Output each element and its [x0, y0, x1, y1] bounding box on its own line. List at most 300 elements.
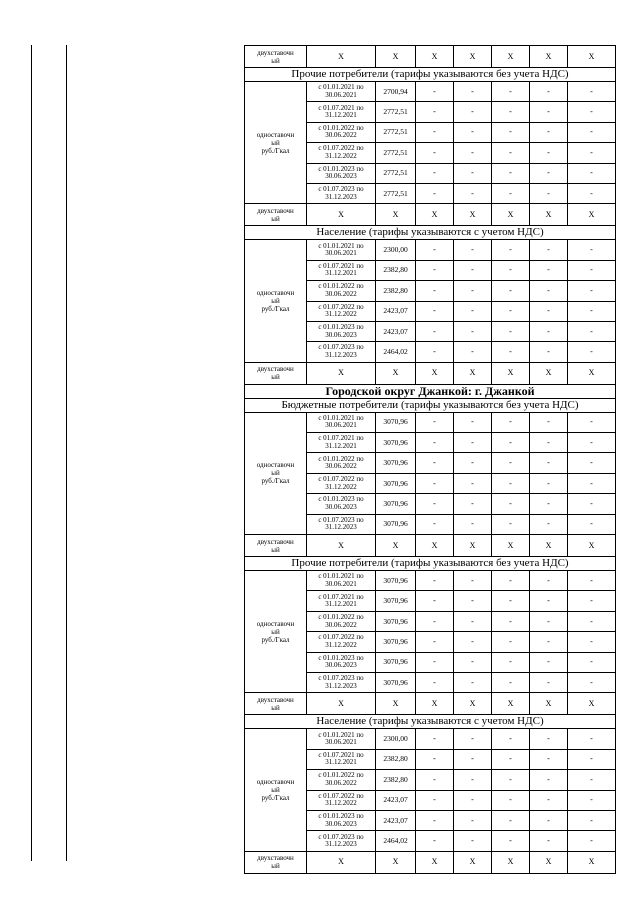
x-cell: Х	[376, 46, 416, 68]
empty-dash: -	[530, 591, 568, 611]
x-cell: Х	[307, 46, 376, 68]
text-line: 31.12.2021	[325, 441, 357, 450]
empty-dash: -	[454, 321, 492, 341]
period-cell	[307, 810, 376, 830]
empty-dash: -	[416, 611, 454, 631]
text-line: двухставочн	[257, 365, 294, 374]
tariff-value: 2382,80	[376, 281, 416, 301]
empty-dash: -	[454, 240, 492, 260]
empty-dash: -	[416, 281, 454, 301]
x-cell: Х	[492, 535, 530, 557]
text-line: с 01.01.2021 по	[318, 572, 364, 581]
empty-dash: -	[492, 433, 530, 453]
x-cell: Х	[530, 535, 568, 557]
tariff-value: 2300,00	[376, 729, 416, 749]
tariff-table	[244, 45, 616, 874]
empty-dash: -	[454, 143, 492, 163]
empty-dash: -	[416, 729, 454, 749]
tariff-value: 3070,96	[376, 514, 416, 534]
two-part-row	[245, 851, 616, 873]
period-cell	[307, 514, 376, 534]
empty-dash: -	[416, 82, 454, 102]
period-cell	[307, 473, 376, 493]
empty-dash: -	[492, 453, 530, 473]
empty-dash: -	[568, 729, 616, 749]
x-cell: Х	[416, 693, 454, 715]
x-cell: Х	[454, 851, 492, 873]
period-cell	[307, 571, 376, 591]
period-cell	[307, 301, 376, 321]
text-line: ый	[271, 138, 280, 147]
text-line: 31.12.2023	[325, 681, 357, 690]
empty-dash: -	[416, 433, 454, 453]
empty-dash: -	[530, 82, 568, 102]
tariff-value: 2464,02	[376, 342, 416, 362]
empty-dash: -	[530, 281, 568, 301]
empty-dash: -	[530, 321, 568, 341]
text-line: с 01.07.2022 по	[318, 791, 364, 800]
period-cell	[307, 729, 376, 749]
empty-dash: -	[492, 122, 530, 142]
empty-dash: -	[416, 183, 454, 203]
empty-dash: -	[530, 810, 568, 830]
tariff-value: 3070,96	[376, 412, 416, 432]
text-line: 30.06.2023	[325, 661, 357, 670]
empty-dash: -	[416, 102, 454, 122]
text-line: 31.12.2022	[325, 482, 357, 491]
empty-dash: -	[416, 790, 454, 810]
empty-dash: -	[416, 831, 454, 851]
x-cell: Х	[454, 362, 492, 384]
empty-dash: -	[454, 831, 492, 851]
x-cell: Х	[492, 693, 530, 715]
empty-dash: -	[454, 494, 492, 514]
period-cell	[307, 82, 376, 102]
empty-dash: -	[530, 102, 568, 122]
empty-dash: -	[454, 514, 492, 534]
empty-dash: -	[492, 163, 530, 183]
municipality-title: Городской округ Джанкой: г. Джанкой	[245, 384, 616, 398]
x-cell: Х	[530, 46, 568, 68]
text-line: с 01.07.2022 по	[318, 144, 364, 153]
empty-dash: -	[568, 321, 616, 341]
empty-dash: -	[416, 632, 454, 652]
x-cell: Х	[454, 693, 492, 715]
empty-dash: -	[416, 591, 454, 611]
empty-dash: -	[454, 260, 492, 280]
empty-dash: -	[568, 571, 616, 591]
period-cell	[307, 749, 376, 769]
text-line: 30.06.2023	[325, 172, 357, 181]
empty-dash: -	[530, 143, 568, 163]
empty-dash: -	[568, 494, 616, 514]
x-cell: Х	[376, 693, 416, 715]
empty-dash: -	[454, 810, 492, 830]
rate-type-two-part	[245, 851, 307, 873]
empty-dash: -	[568, 749, 616, 769]
empty-dash: -	[416, 514, 454, 534]
two-part-row	[245, 535, 616, 557]
tariff-value: 2772,51	[376, 102, 416, 122]
section-header-row	[245, 715, 616, 729]
section-header-row	[245, 398, 616, 412]
period-cell	[307, 591, 376, 611]
consumer-group-title: Население (тарифы указываются с учетом НДС)	[245, 715, 616, 729]
empty-dash: -	[492, 82, 530, 102]
tariff-value: 3070,96	[376, 494, 416, 514]
empty-dash: -	[492, 729, 530, 749]
tariff-value: 3070,96	[376, 672, 416, 692]
empty-dash: -	[416, 412, 454, 432]
x-cell: Х	[307, 693, 376, 715]
tariff-value: 2300,00	[376, 240, 416, 260]
empty-dash: -	[454, 342, 492, 362]
x-cell: Х	[530, 693, 568, 715]
text-line: одноставочн	[256, 461, 295, 470]
text-line: с 01.07.2021 по	[318, 750, 364, 759]
empty-dash: -	[530, 729, 568, 749]
text-line: 31.12.2023	[325, 192, 357, 201]
tariff-value: 3070,96	[376, 571, 416, 591]
text-line: с 01.01.2023 по	[318, 653, 364, 662]
x-cell: Х	[307, 851, 376, 873]
tariff-value: 2423,07	[376, 810, 416, 830]
period-cell	[307, 790, 376, 810]
empty-dash: -	[492, 790, 530, 810]
text-line: с 01.01.2023 по	[318, 812, 364, 821]
x-cell: Х	[307, 362, 376, 384]
empty-dash: -	[454, 652, 492, 672]
empty-dash: -	[454, 102, 492, 122]
x-cell: Х	[416, 362, 454, 384]
period-cell	[307, 240, 376, 260]
empty-dash: -	[492, 514, 530, 534]
text-line: 31.12.2021	[325, 111, 357, 120]
empty-dash: -	[492, 473, 530, 493]
empty-dash: -	[454, 729, 492, 749]
left-margin-line-2	[66, 45, 67, 861]
period-cell	[307, 494, 376, 514]
text-line: 30.06.2022	[325, 131, 357, 140]
text-line: 30.06.2023	[325, 502, 357, 511]
empty-dash: -	[454, 412, 492, 432]
rate-type-one-part	[245, 82, 307, 204]
empty-dash: -	[568, 301, 616, 321]
tariff-value: 2382,80	[376, 770, 416, 790]
empty-dash: -	[492, 749, 530, 769]
text-line: одноставочн	[256, 778, 295, 787]
text-line: с 01.07.2023 по	[318, 343, 364, 352]
section-header-row	[245, 226, 616, 240]
empty-dash: -	[492, 281, 530, 301]
x-cell: Х	[568, 46, 616, 68]
x-cell: Х	[492, 851, 530, 873]
text-line: 31.12.2022	[325, 799, 357, 808]
empty-dash: -	[416, 163, 454, 183]
empty-dash: -	[568, 240, 616, 260]
x-cell: Х	[568, 362, 616, 384]
text-line: 31.12.2021	[325, 600, 357, 609]
period-cell	[307, 831, 376, 851]
empty-dash: -	[492, 770, 530, 790]
x-cell: Х	[376, 851, 416, 873]
empty-dash: -	[416, 473, 454, 493]
empty-dash: -	[568, 632, 616, 652]
x-cell: Х	[492, 46, 530, 68]
x-cell: Х	[568, 693, 616, 715]
empty-dash: -	[530, 453, 568, 473]
rate-type-two-part	[245, 693, 307, 715]
tariff-row	[245, 729, 616, 749]
period-cell	[307, 183, 376, 203]
text-line: с 01.01.2022 по	[318, 123, 364, 132]
text-line: 31.12.2023	[325, 350, 357, 359]
empty-dash: -	[492, 260, 530, 280]
text-line: ый	[271, 56, 280, 65]
tariff-row	[245, 82, 616, 102]
text-line: 30.06.2022	[325, 289, 357, 298]
tariff-row	[245, 571, 616, 591]
text-line: двухставочн	[257, 695, 294, 704]
text-line: 30.06.2021	[325, 90, 357, 99]
period-cell	[307, 163, 376, 183]
consumer-group-title: Прочие потребители (тарифы указываются без учета НДС)	[245, 68, 616, 82]
two-part-row	[245, 46, 616, 68]
empty-dash: -	[416, 342, 454, 362]
empty-dash: -	[530, 122, 568, 142]
empty-dash: -	[530, 494, 568, 514]
text-line: руб./Гкал	[261, 477, 290, 486]
empty-dash: -	[454, 632, 492, 652]
text-line: ый	[271, 627, 280, 636]
text-line: с 01.01.2021 по	[318, 83, 364, 92]
tariff-value: 2423,07	[376, 790, 416, 810]
empty-dash: -	[492, 183, 530, 203]
text-line: с 01.01.2021 по	[318, 413, 364, 422]
empty-dash: -	[416, 494, 454, 514]
text-line: с 01.01.2021 по	[318, 730, 364, 739]
empty-dash: -	[454, 611, 492, 631]
text-line: руб./Гкал	[261, 635, 290, 644]
empty-dash: -	[568, 281, 616, 301]
empty-dash: -	[492, 810, 530, 830]
text-line: одноставочн	[256, 619, 295, 628]
text-line: ый	[271, 214, 280, 223]
text-line: ый	[271, 786, 280, 795]
empty-dash: -	[568, 412, 616, 432]
empty-dash: -	[530, 183, 568, 203]
empty-dash: -	[492, 240, 530, 260]
text-line: ый	[271, 545, 280, 554]
period-cell	[307, 321, 376, 341]
text-line: с 01.07.2021 по	[318, 592, 364, 601]
tariff-value: 2382,80	[376, 749, 416, 769]
text-line: с 01.07.2022 по	[318, 302, 364, 311]
empty-dash: -	[530, 831, 568, 851]
empty-dash: -	[568, 453, 616, 473]
text-line: ый	[271, 469, 280, 478]
empty-dash: -	[568, 260, 616, 280]
empty-dash: -	[530, 433, 568, 453]
period-cell	[307, 672, 376, 692]
text-line: 30.06.2023	[325, 330, 357, 339]
empty-dash: -	[492, 632, 530, 652]
rate-type-two-part	[245, 535, 307, 557]
text-line: с 01.01.2022 по	[318, 454, 364, 463]
empty-dash: -	[416, 321, 454, 341]
empty-dash: -	[492, 494, 530, 514]
tariff-value: 2772,51	[376, 122, 416, 142]
empty-dash: -	[454, 82, 492, 102]
empty-dash: -	[416, 122, 454, 142]
empty-dash: -	[568, 122, 616, 142]
tariff-value: 2423,07	[376, 321, 416, 341]
x-cell: Х	[376, 204, 416, 226]
x-cell: X	[492, 362, 530, 384]
empty-dash: -	[416, 571, 454, 591]
x-cell: Х	[454, 204, 492, 226]
empty-dash: -	[454, 453, 492, 473]
empty-dash: -	[416, 770, 454, 790]
x-cell: Х	[530, 362, 568, 384]
text-line: двухставочн	[257, 854, 294, 863]
tariff-value: 2382,80	[376, 260, 416, 280]
text-line: с 01.01.2022 по	[318, 282, 364, 291]
consumer-group-title: Население (тарифы указываются с учетом НДС)	[245, 226, 616, 240]
tariff-value: 3070,96	[376, 652, 416, 672]
empty-dash: -	[568, 652, 616, 672]
empty-dash: -	[416, 240, 454, 260]
empty-dash: -	[416, 652, 454, 672]
tariff-value: 3070,96	[376, 473, 416, 493]
empty-dash: -	[568, 611, 616, 631]
empty-dash: -	[454, 281, 492, 301]
empty-dash: -	[454, 672, 492, 692]
empty-dash: -	[454, 749, 492, 769]
consumer-group-title: Бюджетные потребители (тарифы указываются без учета НДС)	[245, 398, 616, 412]
tariff-value: 2772,51	[376, 163, 416, 183]
empty-dash: -	[454, 591, 492, 611]
text-line: ый	[271, 703, 280, 712]
empty-dash: -	[530, 342, 568, 362]
empty-dash: -	[530, 571, 568, 591]
text-line: 30.06.2023	[325, 819, 357, 828]
two-part-row	[245, 204, 616, 226]
empty-dash: -	[416, 143, 454, 163]
empty-dash: -	[568, 82, 616, 102]
empty-dash: -	[568, 342, 616, 362]
text-line: 30.06.2021	[325, 249, 357, 258]
empty-dash: -	[530, 163, 568, 183]
consumer-group-title: Прочие потребители (тарифы указываются без учета НДС)	[245, 557, 616, 571]
tariff-value: 3070,96	[376, 591, 416, 611]
two-part-row	[245, 693, 616, 715]
tariff-value: 2700,94	[376, 82, 416, 102]
text-line: с 01.01.2021 по	[318, 241, 364, 250]
rate-type-two-part	[245, 46, 307, 68]
empty-dash: -	[568, 672, 616, 692]
empty-dash: -	[568, 143, 616, 163]
text-line: 31.12.2021	[325, 269, 357, 278]
text-line: 30.06.2021	[325, 421, 357, 430]
empty-dash: -	[454, 433, 492, 453]
empty-dash: -	[530, 652, 568, 672]
empty-dash: -	[492, 831, 530, 851]
x-cell: Х	[530, 204, 568, 226]
text-line: ый	[271, 373, 280, 382]
empty-dash: -	[568, 163, 616, 183]
text-line: двухставочн	[257, 206, 294, 215]
text-line: двухставочн	[257, 48, 294, 57]
two-part-row	[245, 362, 616, 384]
left-margin-line-1	[31, 45, 32, 861]
empty-dash: -	[492, 342, 530, 362]
text-line: с 01.07.2021 по	[318, 103, 364, 112]
empty-dash: -	[454, 473, 492, 493]
text-line: с 01.07.2022 по	[318, 633, 364, 642]
text-line: с 01.01.2022 по	[318, 771, 364, 780]
text-line: 31.12.2022	[325, 640, 357, 649]
period-cell	[307, 611, 376, 631]
empty-dash: -	[454, 770, 492, 790]
empty-dash: -	[568, 473, 616, 493]
text-line: с 01.07.2023 по	[318, 185, 364, 194]
empty-dash: -	[530, 611, 568, 631]
period-cell	[307, 260, 376, 280]
empty-dash: -	[530, 301, 568, 321]
tariff-row	[245, 412, 616, 432]
x-cell: Х	[416, 46, 454, 68]
empty-dash: -	[530, 790, 568, 810]
text-line: с 01.07.2021 по	[318, 434, 364, 443]
text-line: с 01.01.2023 по	[318, 164, 364, 173]
empty-dash: -	[568, 183, 616, 203]
empty-dash: -	[492, 143, 530, 163]
empty-dash: -	[416, 810, 454, 830]
empty-dash: -	[492, 321, 530, 341]
empty-dash: -	[416, 260, 454, 280]
empty-dash: -	[530, 514, 568, 534]
rate-type-one-part	[245, 240, 307, 362]
x-cell: Х	[416, 851, 454, 873]
period-cell	[307, 281, 376, 301]
text-line: 31.12.2022	[325, 151, 357, 160]
empty-dash: -	[492, 611, 530, 631]
x-cell: Х	[454, 46, 492, 68]
empty-dash: -	[568, 433, 616, 453]
x-cell: Х	[416, 204, 454, 226]
rate-type-one-part	[245, 412, 307, 534]
period-cell	[307, 453, 376, 473]
tariff-value: 3070,96	[376, 611, 416, 631]
text-line: руб./Гкал	[261, 794, 290, 803]
empty-dash: -	[454, 790, 492, 810]
empty-dash: -	[530, 412, 568, 432]
empty-dash: -	[492, 591, 530, 611]
period-cell	[307, 122, 376, 142]
text-line: с 01.01.2022 по	[318, 613, 364, 621]
text-line: 30.06.2022	[325, 462, 357, 471]
x-cell: Х	[568, 204, 616, 226]
text-line: 31.12.2023	[325, 840, 357, 849]
empty-dash: -	[416, 301, 454, 321]
rate-type-one-part	[245, 571, 307, 693]
x-cell: Х	[307, 535, 376, 557]
empty-dash: -	[492, 652, 530, 672]
text-line: 30.06.2021	[325, 579, 357, 588]
period-cell	[307, 770, 376, 790]
period-cell	[307, 433, 376, 453]
